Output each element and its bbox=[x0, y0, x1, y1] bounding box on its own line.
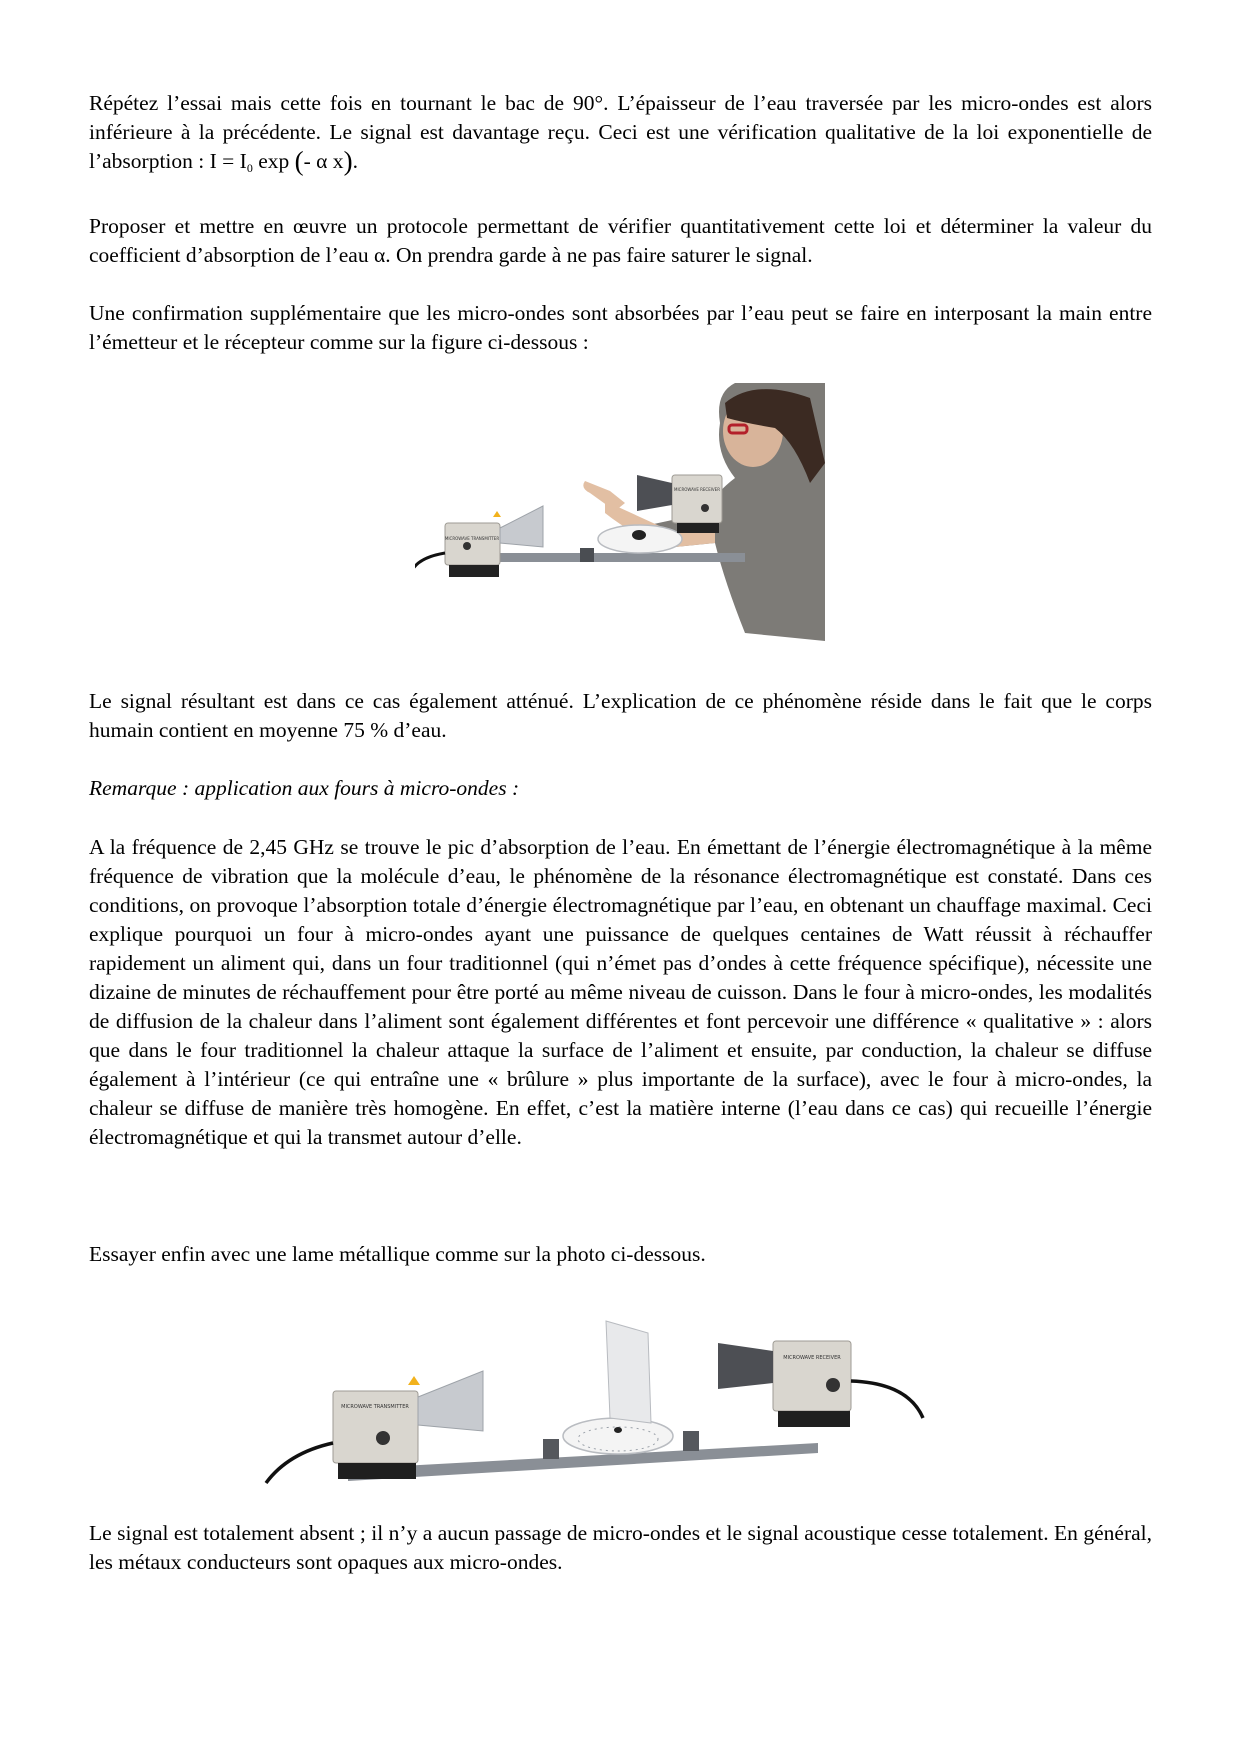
remark-title: Remarque : application aux fours à micro-ondes : bbox=[89, 776, 520, 800]
photo-hand-experiment bbox=[415, 383, 825, 641]
paragraph-protocol: Proposer et mettre en œuvre un protocole permettant de vérifier quantitativement cette loi et déterminer la valeur du coefficient d’absorption de l’eau α. On prendra garde à ne pas faire saturer le signal. bbox=[89, 214, 1152, 267]
paragraph-exponential-law-text: Répétez l’essai mais cette fois en tournant le bac de 90°. L’épaisseur de l’eau traversée par les micro-ondes est alors inférieure à la précédente. Le signal est davantage reçu. Ceci est une vérification qualitative de la loi exponentielle de l’absorption : bbox=[89, 91, 1152, 173]
photo1-transmitter-label: MICROWAVE TRANSMITTER bbox=[444, 536, 500, 541]
photo2-receiver-label: MICROWAVE RECEIVER bbox=[783, 1355, 841, 1361]
paragraph-exponential-law bbox=[89, 89, 1152, 176]
absorption-formula: $I = I_0$ exp (- α x). bbox=[209, 146, 358, 176]
photo2-transmitter-label: MICROWAVE TRANSMITTER bbox=[341, 1404, 409, 1410]
paragraph-microwave-ovens: A la fréquence de 2,45 GHz se trouve le pic d’absorption de l’eau. En émettant de l’énergie électromagnétique à la même fréquence de vibration que la molécule d’eau, le phénomène de la résonance électromagnétique est constaté. Dans ces conditions, on provoque l’absorption totale d’énergie électromagnétique par l’eau, en obtenant un chauffage maximal. Ceci explique pourquoi un four à micro-ondes ayant une puissance de quelques centaines de Watt réussit à réchauffer rapidement un aliment qui, dans un four traditionnel (qui n’émet pas d’ondes à cette fréquence spécifique), nécessite une dizaine de minutes de réchauffement pour être porté au même niveau de cuisson. Dans le four à micro-ondes, les modalités de diffusion de la chaleur dans l’aliment sont également différentes et font percevoir une différence « qualitative » : alors que dans le four traditionnel la chaleur attaque la surface de l’aliment et ensuite, par conduction, la chaleur se diffuse également à l’intérieur (ce qui entraîne une « brûlure » plus importante de la surface), avec le four à micro-ondes, la chaleur se diffuse de manière très homogène. En effet, c’est la matière interne (l’eau dans ce cas) qui recueille l’énergie électromagnétique et qui la transmet autour d’elle. bbox=[89, 835, 1152, 1149]
photo1-receiver-label: MICROWAVE RECEIVER bbox=[674, 487, 720, 492]
photo-metal-plate-experiment bbox=[258, 1313, 938, 1503]
paragraph-attenuation: Le signal résultant est dans ce cas également atténué. L’explication de ce phénomène réside dans le fait que le corps humain contient en moyenne 75 % d’eau. bbox=[89, 689, 1152, 742]
paragraph-hand-confirmation: Une confirmation supplémentaire que les micro-ondes sont absorbées par l’eau peut se faire en interposant la main entre l’émetteur et le récepteur comme sur la figure ci-dessous : bbox=[89, 301, 1152, 354]
paragraph-conclusion-metals: Le signal est totalement absent ; il n’y a aucun passage de micro-ondes et le signal acoustique cesse totalement. En général, les métaux conducteurs sont opaques aux micro-ondes. bbox=[89, 1521, 1152, 1574]
paragraph-metal-plate: Essayer enfin avec une lame métallique comme sur la photo ci-dessous. bbox=[89, 1242, 706, 1266]
